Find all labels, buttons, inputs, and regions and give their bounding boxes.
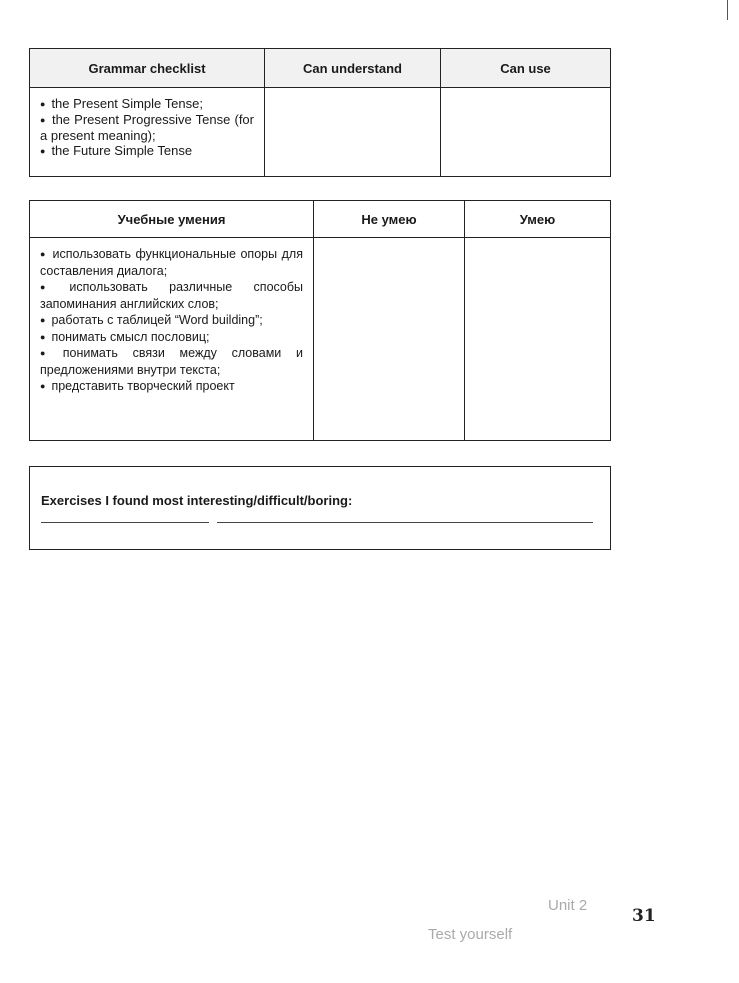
footer-section: Test yourself [428,926,513,943]
skills-table [29,200,611,441]
list-item: ● the Future Simple Tense [40,143,254,159]
list-item: ● понимать связи между словами и предложениями внутри текста; [40,345,303,378]
header-grammar-checklist: Grammar checklist [30,49,265,88]
can-understand-cell[interactable] [265,88,441,177]
answer-line[interactable] [217,522,593,523]
page-edge [727,0,728,20]
skills-items-cell [30,238,314,441]
list-item: ● представить творческий проект [40,378,303,395]
can-cell[interactable] [465,238,611,441]
answer-line[interactable] [41,522,209,523]
header-can-understand: Can understand [265,49,441,88]
list-item: ● понимать смысл пословиц; [40,329,303,346]
cannot-cell[interactable] [314,238,465,441]
grammar-checklist-table [29,48,611,177]
exercises-box [29,466,611,550]
list-item: ● использовать различные способы запоминания английских слов; [40,279,303,312]
footer-unit: Unit 2 [548,897,588,914]
list-item: ● использовать функциональные опоры для составления диалога; [40,246,303,279]
exercises-label: Exercises I found most interesting/difficult/boring: [41,493,353,508]
list-item: ● работать с таблицей “Word building”; [40,312,303,329]
can-use-cell[interactable] [441,88,611,177]
list-item: ● the Present Simple Tense; [40,96,254,112]
header-can-use: Can use [441,49,611,88]
grammar-items-cell [30,88,265,177]
list-item: ● the Present Progressive Tense (for a present meaning); [40,112,254,143]
header-can: Умею [465,201,611,238]
header-skills: Учебные умения [30,201,314,238]
page-number: 31 [632,906,656,926]
header-cannot: Не умею [314,201,465,238]
